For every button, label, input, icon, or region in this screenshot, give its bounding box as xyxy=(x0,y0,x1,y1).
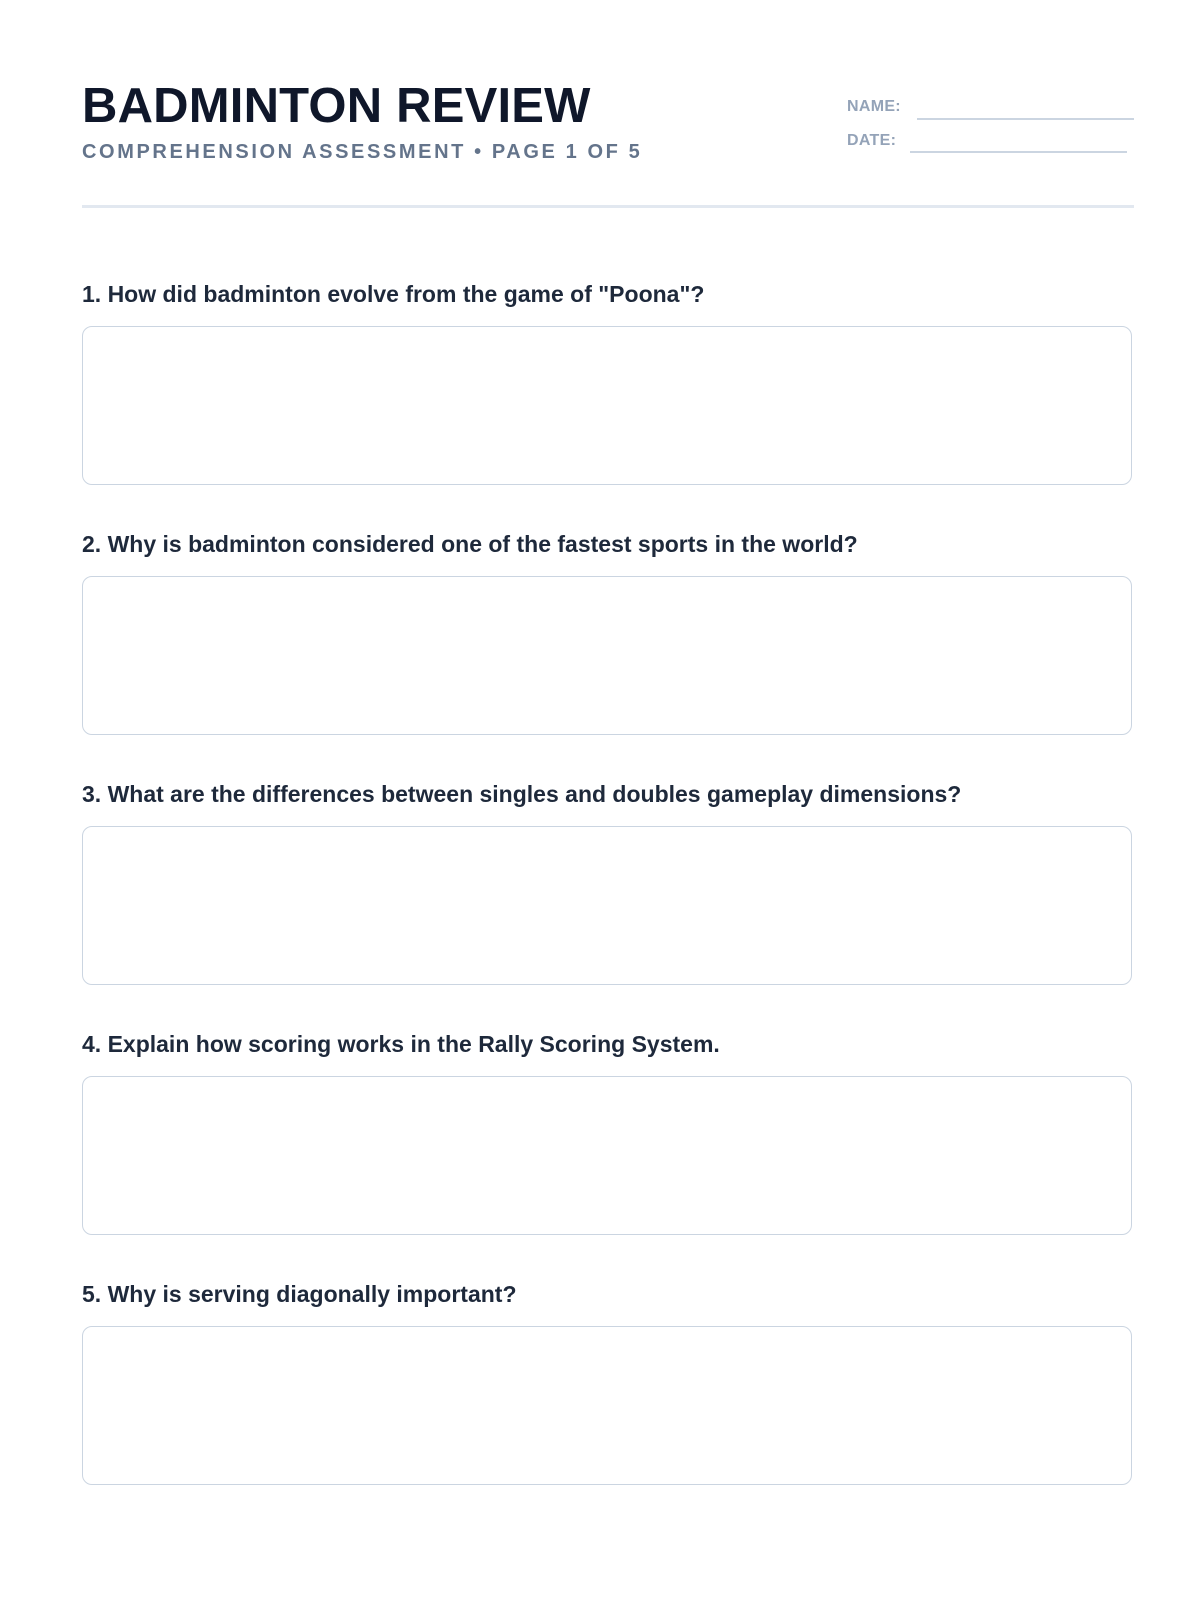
question-text: 4. Explain how scoring works in the Rally Scoring System. xyxy=(82,1031,720,1057)
date-label: DATE: xyxy=(847,132,897,149)
question-item xyxy=(82,1028,1134,1278)
answer-box[interactable] xyxy=(82,1326,1132,1485)
question-text: 1. How did badminton evolve from the game of "Poona"? xyxy=(82,281,705,307)
question-text: 2. Why is badminton considered one of the fastest sports in the world? xyxy=(82,531,858,557)
answer-box[interactable] xyxy=(82,576,1132,735)
name-field-row xyxy=(847,95,901,119)
name-write-line[interactable] xyxy=(917,118,1134,120)
page-subtitle: COMPREHENSION ASSESSMENT • PAGE 1 OF 5 xyxy=(82,141,643,163)
answer-box[interactable] xyxy=(82,826,1132,985)
question-text: 5. Why is serving diagonally important? xyxy=(82,1281,517,1307)
name-label: NAME: xyxy=(847,98,901,115)
question-item xyxy=(82,778,1134,1028)
answer-box[interactable] xyxy=(82,326,1132,485)
question-list xyxy=(82,278,1134,1528)
answer-box[interactable] xyxy=(82,1076,1132,1235)
question-item xyxy=(82,278,1134,528)
date-write-line[interactable] xyxy=(910,151,1127,153)
question-item xyxy=(82,528,1134,778)
question-item xyxy=(82,1278,1134,1528)
question-text: 3. What are the differences between singles and doubles gameplay dimensions? xyxy=(82,781,962,807)
date-field-row xyxy=(847,129,896,153)
page-title: BADMINTON REVIEW xyxy=(82,79,591,133)
worksheet-page xyxy=(82,0,1134,1307)
worksheet-header xyxy=(82,0,1134,208)
